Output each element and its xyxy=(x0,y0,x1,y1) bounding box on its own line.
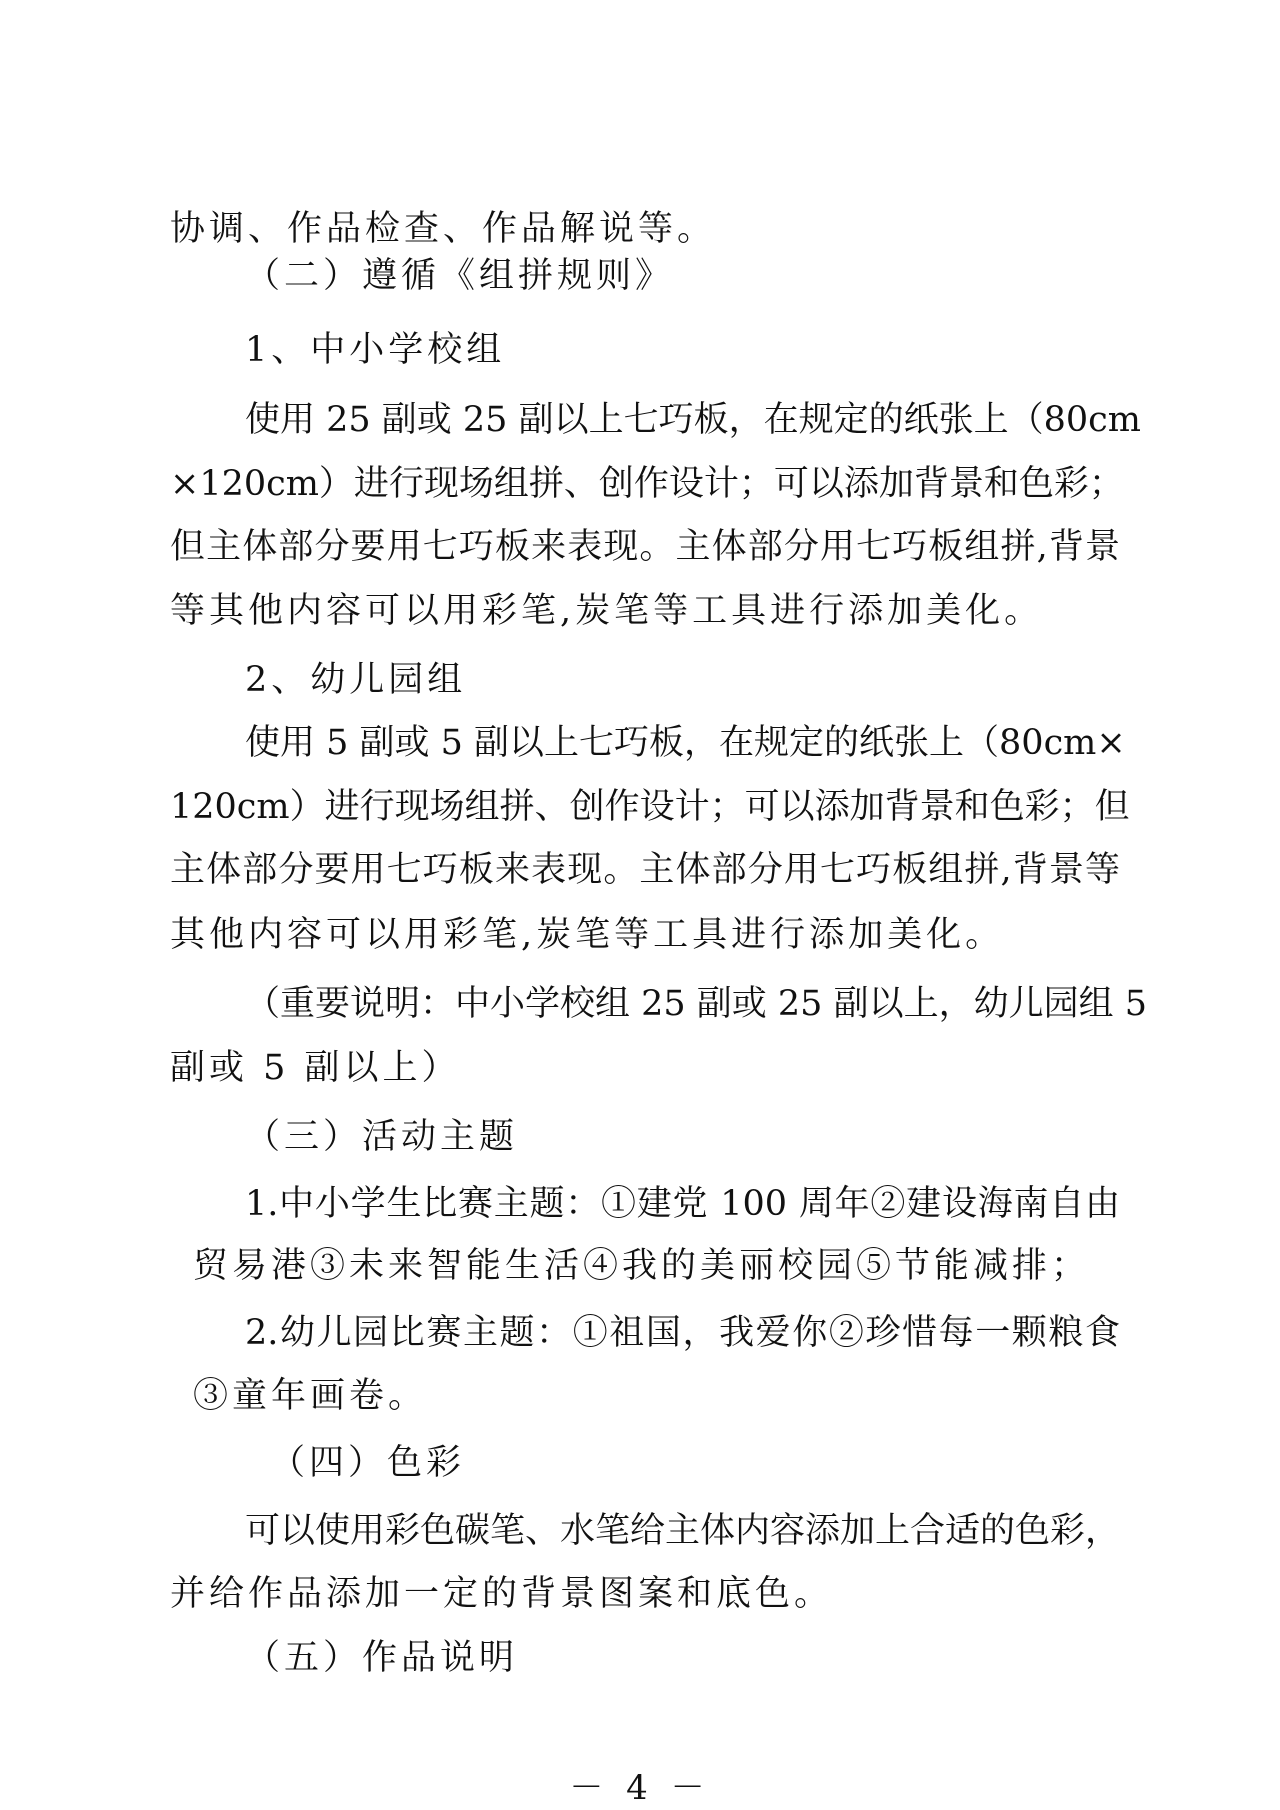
section-heading: （二）遵循《组拼规则》 xyxy=(245,256,675,296)
text-line: 协调、作品检查、作品解说等。 xyxy=(170,209,717,249)
text-line: ③童年画卷。 xyxy=(193,1376,428,1416)
text-line: 等其他内容可以用彩笔,炭笔等工具进行添加美化。 xyxy=(170,591,1044,631)
subsection-heading: 1、中小学校组 xyxy=(245,330,506,370)
page-number: － 4 － xyxy=(569,1768,711,1808)
text-line: 主体部分要用七巧板来表现。主体部分用七巧板组拼,背景等 xyxy=(170,850,1120,890)
text-line: 贸易港③未来智能生活④我的美丽校园⑤节能减排； xyxy=(193,1246,1091,1286)
text-line: 2.幼儿园比赛主题：①祖国，我爱你②珍惜每一颗粮食 xyxy=(245,1313,1120,1353)
text-line: 其他内容可以用彩笔,炭笔等工具进行添加美化。 xyxy=(170,915,1005,955)
text-line: 但主体部分要用七巧板来表现。主体部分用七巧板组拼,背景 xyxy=(170,527,1120,567)
subsection-heading: 2、幼儿园组 xyxy=(245,660,467,700)
note-line: （重要说明：中小学校组 25 副或 25 副以上，幼儿园组 5 xyxy=(245,984,1147,1024)
text-line: 使用 5 副或 5 副以上七巧板，在规定的纸张上（80cm× xyxy=(245,723,1126,763)
section-heading: （五）作品说明 xyxy=(245,1638,519,1678)
section-heading: （四）色彩 xyxy=(270,1443,466,1483)
text-line: 并给作品添加一定的背景图案和底色。 xyxy=(170,1574,834,1614)
text-line: 可以使用彩色碳笔、水笔给主体内容添加上合适的色彩， xyxy=(245,1511,1121,1551)
text-line: 使用 25 副或 25 副以上七巧板，在规定的纸张上（80cm xyxy=(245,400,1141,440)
note-line: 副或 5 副以上） xyxy=(170,1048,461,1088)
text-line: 1.中小学生比赛主题：①建党 100 周年②建设海南自由 xyxy=(245,1184,1120,1224)
text-line: 120cm）进行现场组拼、创作设计；可以添加背景和色彩；但 xyxy=(170,787,1130,827)
section-heading: （三）活动主题 xyxy=(245,1117,519,1157)
text-line: ×120cm）进行现场组拼、创作设计；可以添加背景和色彩； xyxy=(170,464,1124,504)
